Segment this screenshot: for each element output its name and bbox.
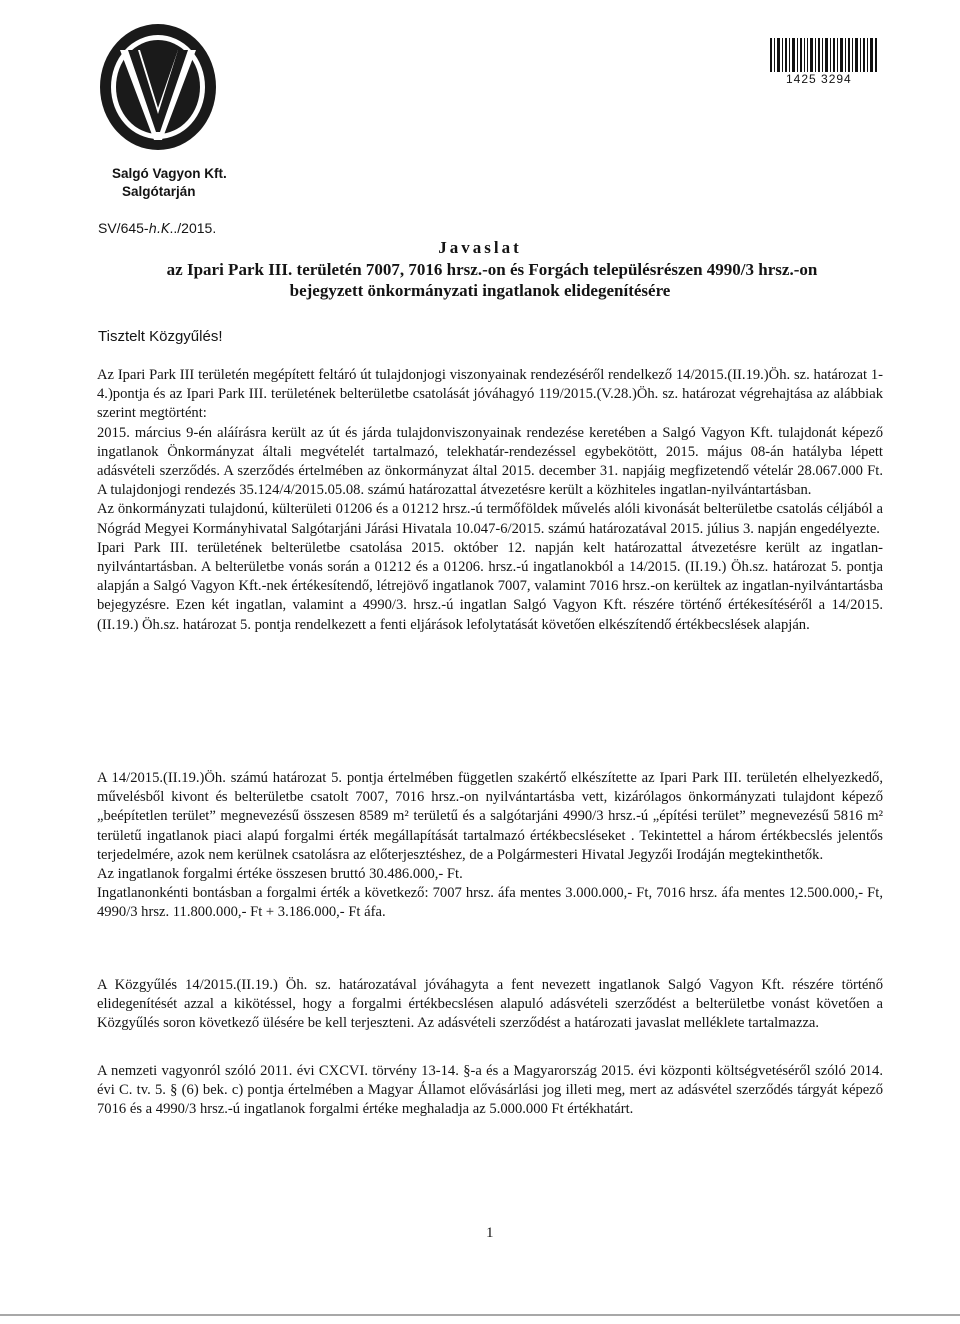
document-subject-line-2: bejegyzett önkormányzati ingatlanok elidegenítésére	[289, 281, 671, 300]
document-title: Javaslat	[438, 238, 522, 257]
paragraph: Ipari Park III. területének belterületbe csatolása 2015. október 12. napján kelt határozattal átvezetésre került az ingatlan-nyilvántartásban. A belterületbe vonás során a 01212 és a 01206. hrsz.-ú ingatlanokból a 14/2015. (II.19.) Öh.sz. határozat 5. pontja alapján a Salgó Vagyon Kft.-nek értékesítendő, létrejövő ingatlanok 7007, valamint 7016 hrsz.-on kerültek az ingatlan-nyilvántartásba bejegyzésre. Ezen két ingatlan, valamint a 4990/3. hrsz.-ú ingatlan Salgó Vagyon Kft. részére történő értékesítéséről a 14/2015. (II.19.) Öh.sz. határozat 5. pontja rendelkezett a fenti eljárások lefolytatását követően elkészítendő értékbecslések alapján.	[97, 539, 883, 633]
paragraph: A 14/2015.(II.19.)Öh. számú határozat 5. pontja értelmében független szakértő elkészítette az Ipari Park III. területén elhelyezkedő, művelésből kivont és belterületbe csatolt 7007, 7016 hrsz.-on nyilvántartásba vett, kizárólagos önkormányzati tulajdont képező „beépítetlen terület” megnevezésű összesen 8589 m² területű és a salgótarjáni 4990/3 hrsz.-ú „építési terület” megnevezésű 5816 m² területű ingatlanok piaci alapú forgalmi érték megállapítását tartalmazó értékbecsléseket . Tekintettel a három értékbecslés jelentős terjedelmére, azok nem kerülnek csatolásra az előterjesztéshez, de a Polgármesteri Hivatal Jegyzői Irodáján megtekinthetők.	[97, 770, 883, 863]
barcode	[770, 38, 880, 74]
paragraph-block-1	[97, 366, 883, 635]
reference-number	[98, 220, 216, 237]
bottom-scan-line	[0, 1314, 960, 1316]
paragraph: Ingatlanonkénti bontásban a forgalmi érték a következő: 7007 hrsz. áfa mentes 3.000.000,- Ft, 7016 hrsz. áfa mentes 12.500.000,- Ft, 4990/3 hrsz. 11.800.000,- Ft + 3.186.000,- Ft áfa.	[97, 885, 883, 921]
paragraph: Az önkormányzati tulajdonú, külterületi 01206 és a 01212 hrsz.-ú termőföldek művelés alóli kivonását belterületbe csatolás céljából a Nógrád Megyei Kormányhivatal Salgótarjáni Járási Hivatala 10.047-6/2015. számú határozatával 2015. július 3. napján engedélyezte.	[97, 501, 883, 537]
reference-prefix: SV/645-	[98, 220, 149, 236]
salutation: Tisztelt Közgyűlés!	[98, 328, 223, 345]
paragraph: 2015. március 9-én aláírásra került az út és járda tulajdonviszonyainak rendezése keretében a Salgó Vagyon Kft. tulajdonát képező ingatlanok Önkormányzat általi megvételét tartalmazó, telekhatár-rendezéssel egybekötött, 2015. május 08-án hatályba lépett adásvételi szerződés. A szerződés értelmében az önkormányzat által 2015. december 31. napjáig megfizetendő vételár 28.067.000 Ft. A tulajdonjogi rendezés 35.124/4/2015.05.08. számú határozattal átvezetésre került a közhiteles ingatlan-nyilvántartásban.	[97, 424, 883, 499]
paragraph-block-2	[97, 769, 883, 923]
paragraph: A Közgyűlés 14/2015.(II.19.) Öh. sz. határozatával jóváhagyta a fent nevezett ingatlanok Salgó Vagyon Kft. részére történő elidegenítését azzal a kikötéssel, hogy a forgalmi értékbecslésen alapuló adásvételi szerződést a belterületbe vonást követően a Közgyűlés soron következő ülésére be kell terjeszteni. Az adásvételi szerződést a határozati javaslat melléklete tartalmazza.	[97, 977, 883, 1032]
reference-suffix: ../2015.	[169, 220, 217, 236]
paragraph: A nemzeti vagyonról szóló 2011. évi CXCVI. törvény 13-14. §-a és a Magyarország 2015. évi központi költségvetéséről szóló 2014. évi C. tv. 5. § (6) bek. c) pontja értelmében a Magyar Államot elővásárlási jog illeti meg, mert az adásvétel szerződés tárgyát képező 7016 és a 4990/3 hrsz.-ú ingatlanok forgalmi értéke meghaladja az 5.000.000 Ft értékhatárt.	[97, 1063, 883, 1118]
paragraph-block-3	[97, 976, 883, 1034]
document-subject-line-1: az Ipari Park III. területén 7007, 7016 hrsz.-on és Forgách településrészen 4990/3 hrsz.-on	[166, 260, 818, 279]
salgo-vagyon-logo	[98, 22, 218, 152]
page-number: 1	[486, 1225, 494, 1241]
barcode-number: 1425 3294	[786, 72, 852, 86]
reference-handwritten: h.K	[148, 222, 170, 237]
paragraph: Az ingatlanok forgalmi értéke összesen bruttó 30.486.000,- Ft.	[97, 866, 463, 883]
company-city: Salgótarján	[122, 184, 196, 199]
paragraph: Az Ipari Park III területén megépített feltáró út tulajdonjogi viszonyainak rendezéséről rendelkező 14/2015.(II.19.)Öh. sz. határozat 1-4.)pontja és az Ipari Park III. területének belterületbe csatolását jóváhagyó 119/2015.(V.28.)Öh. sz. határozat végrehajtása az alábbiak szerint megtörtént:	[97, 367, 883, 422]
company-name: Salgó Vagyon Kft.	[112, 166, 227, 181]
paragraph-block-4	[97, 1062, 883, 1120]
